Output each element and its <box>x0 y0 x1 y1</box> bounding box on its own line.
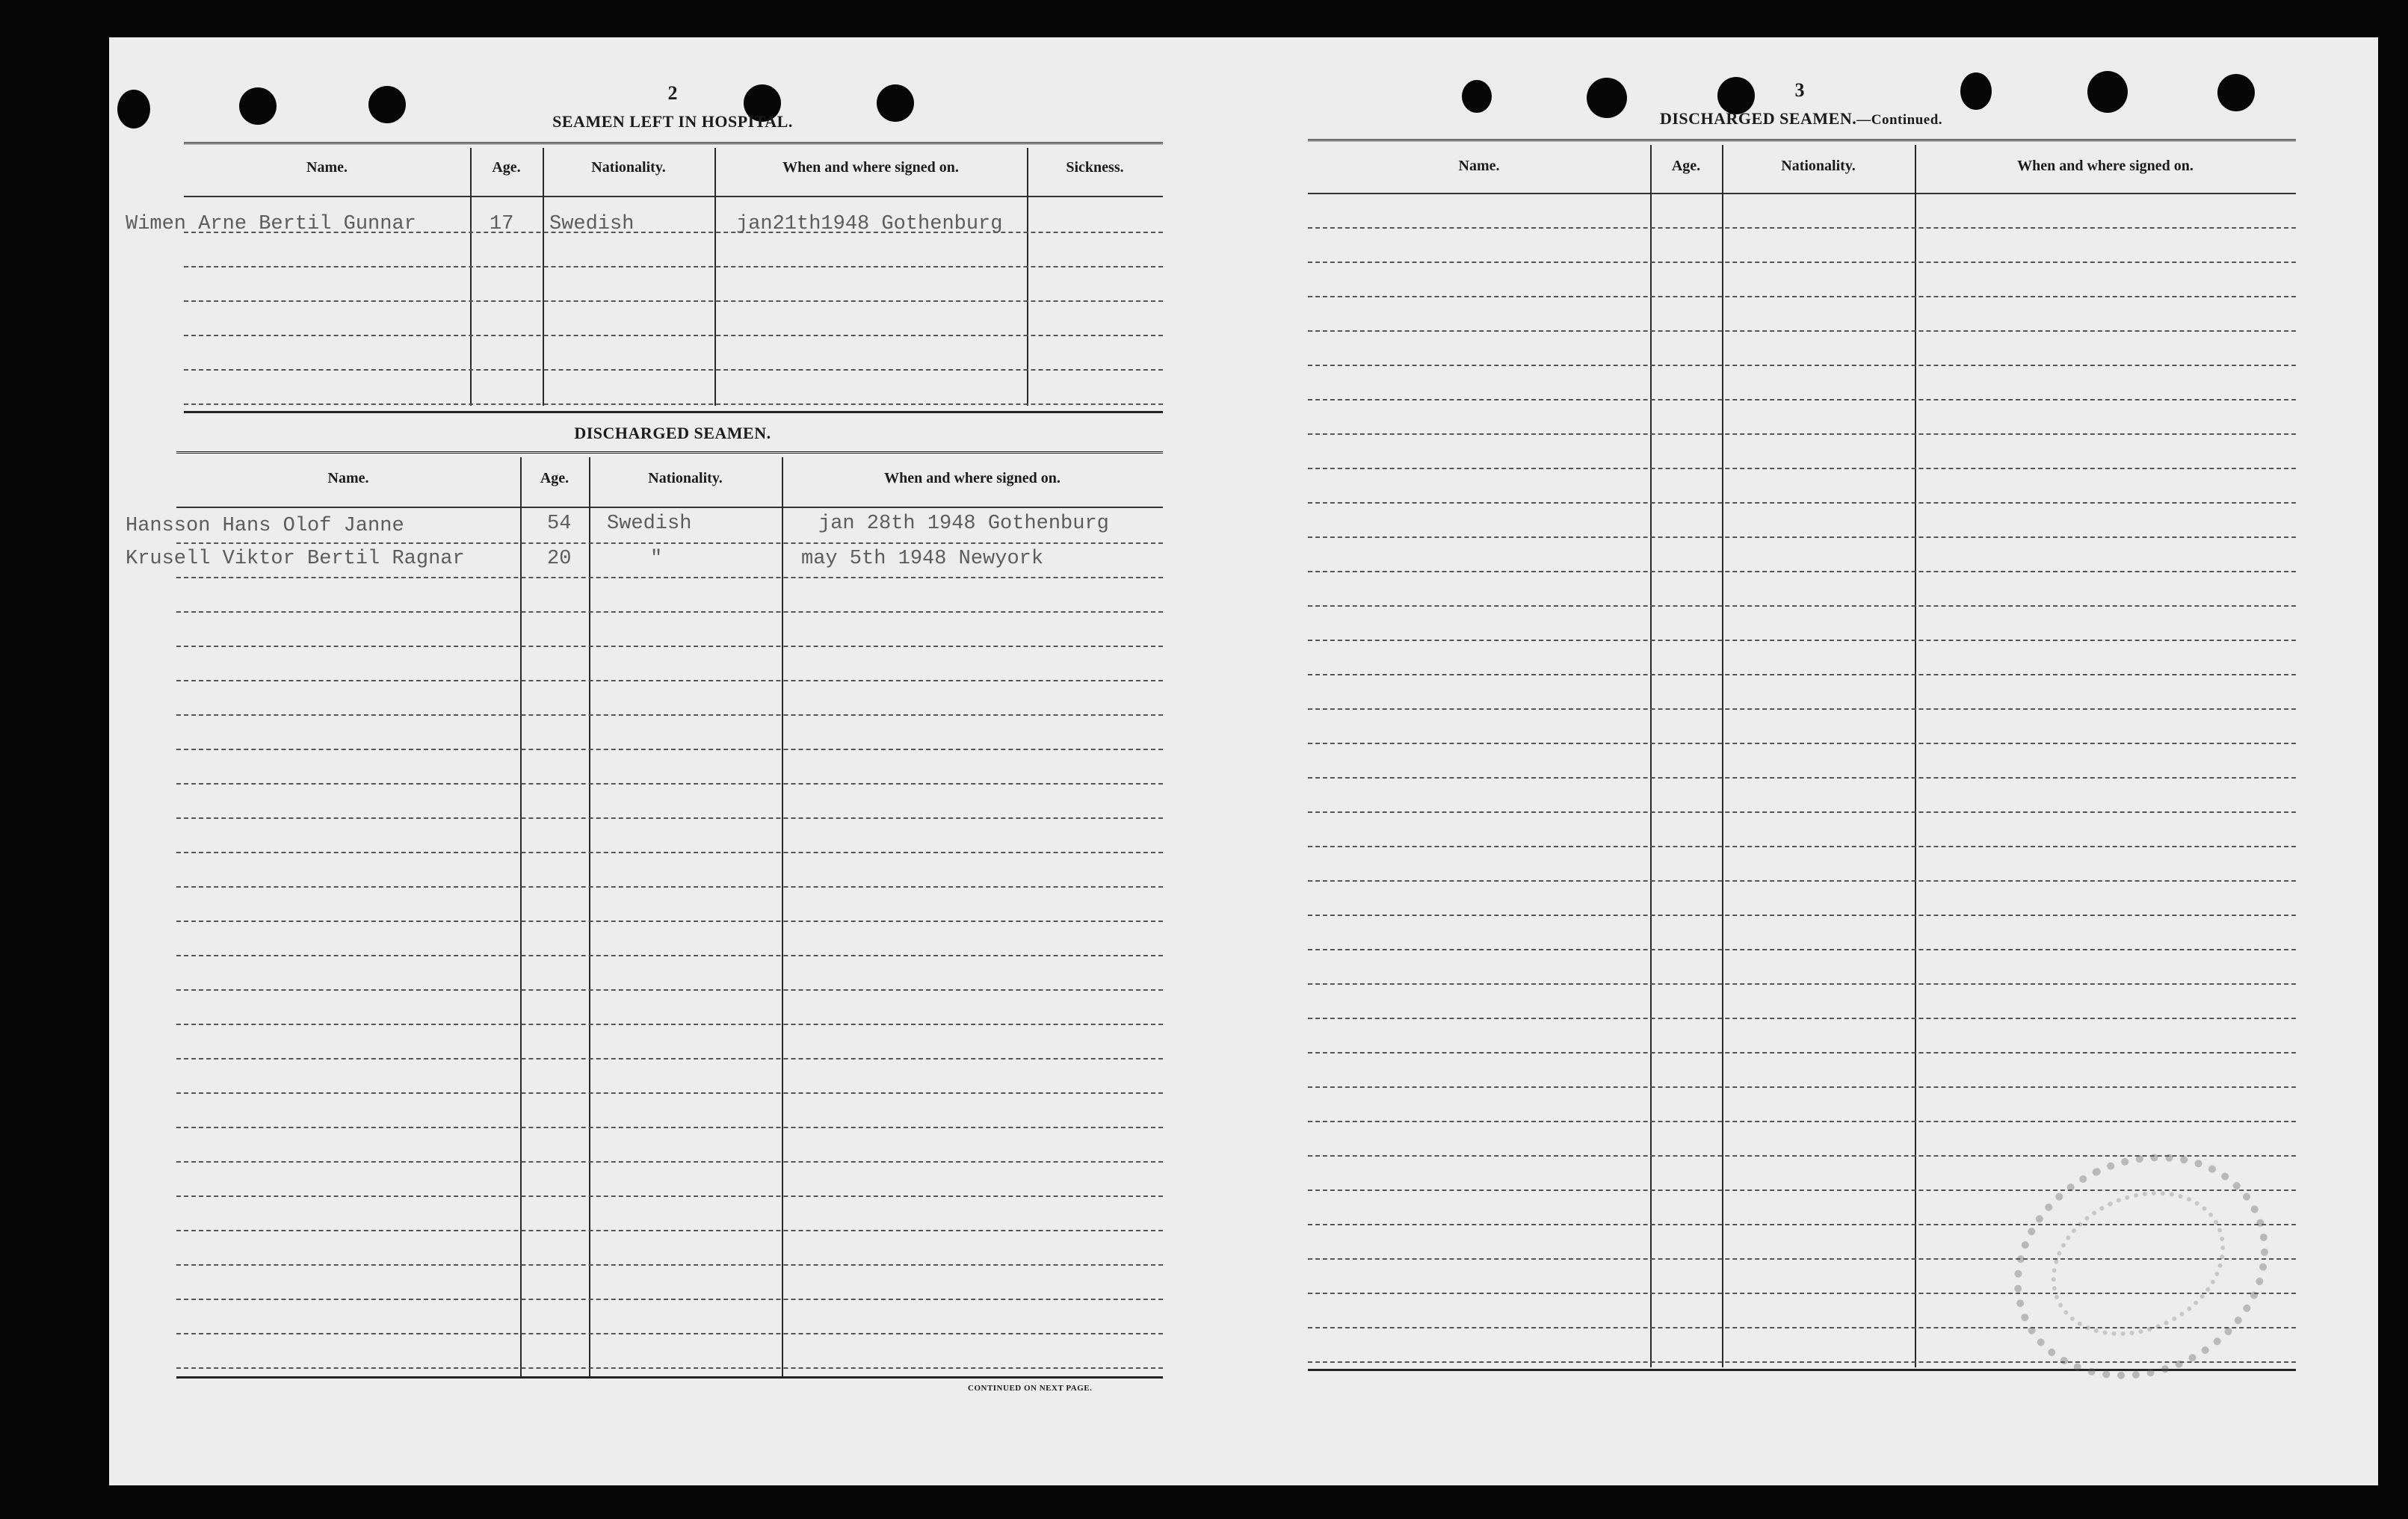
discharged-row-name: Krusell Viktor Bertil Ragnar <box>126 548 465 570</box>
ruled-line <box>1308 777 2296 779</box>
discharged-row-age: 54 <box>547 513 572 535</box>
ruled-line <box>176 1367 1163 1369</box>
left-page-number: 2 <box>667 82 678 104</box>
punch-hole <box>1960 72 1992 110</box>
hospital-row-nationality: Swedish <box>549 213 635 235</box>
ruled-line <box>1308 640 2296 641</box>
ruled-line <box>1308 365 2296 366</box>
discharged-section-title: DISCHARGED SEAMEN. <box>574 424 771 442</box>
ruled-line <box>1308 674 2296 675</box>
discharged-row-nationality: Swedish <box>607 513 692 535</box>
ruled-line <box>176 646 1163 647</box>
discharged-row-name: Hansson Hans Olof Janne <box>126 515 404 537</box>
ruled-line <box>176 1264 1163 1266</box>
ruled-line <box>1308 296 2296 297</box>
column-header-signed-on: When and where signed on. <box>2017 157 2194 174</box>
punch-hole <box>2217 74 2255 111</box>
ruled-line <box>1308 1121 2296 1122</box>
right-section-title <box>1569 109 2033 129</box>
punch-hole <box>117 90 150 129</box>
column-header-age: Age. <box>1671 157 1701 174</box>
ruled-line <box>176 817 1163 819</box>
ruled-line <box>176 886 1163 888</box>
punch-hole <box>239 87 277 125</box>
ruled-line <box>176 577 1163 578</box>
column-header-age: Age. <box>540 469 569 486</box>
ruled-line <box>176 1092 1163 1094</box>
ruled-line <box>1308 949 2296 950</box>
ruled-line <box>1308 915 2296 916</box>
ruled-line <box>176 989 1163 991</box>
ruled-line <box>1308 983 2296 985</box>
ruled-line <box>1308 399 2296 400</box>
column-header-nationality: Nationality. <box>648 469 723 486</box>
ruled-line <box>1308 468 2296 469</box>
ruled-line <box>176 749 1163 750</box>
ruled-line <box>176 783 1163 785</box>
ruled-line <box>176 1024 1163 1025</box>
ruled-line <box>1308 743 2296 744</box>
column-header-nationality: Nationality. <box>591 158 666 176</box>
ruled-line <box>1308 880 2296 882</box>
ruled-line <box>176 1299 1163 1300</box>
ruled-line <box>176 714 1163 716</box>
hospital-row-name: Wimen Arne Bertil Gunnar <box>126 213 416 235</box>
right-section-title-text: DISCHARGED SEAMEN. <box>1659 109 1857 128</box>
ruled-line <box>1308 708 2296 710</box>
discharged-row-signed-on: may 5th 1948 Newyork <box>801 548 1044 570</box>
ruled-line <box>176 542 1163 544</box>
ruled-line <box>176 955 1163 956</box>
hospital-table <box>184 142 1163 418</box>
discharged-table <box>176 451 1163 1385</box>
ruled-line <box>1308 846 2296 847</box>
ruled-line <box>1308 1052 2296 1054</box>
column-header-signed-on: When and where signed on. <box>782 158 959 176</box>
ruled-line <box>1308 330 2296 332</box>
ruled-line <box>176 921 1163 922</box>
discharged-row-age: 20 <box>547 548 572 570</box>
column-header-signed-on: When and where signed on. <box>884 469 1061 486</box>
ruled-line <box>1308 571 2296 572</box>
column-header-age: Age. <box>492 158 521 176</box>
ruled-line <box>176 680 1163 681</box>
ruled-line <box>1308 502 2296 504</box>
ruled-line <box>1308 811 2296 813</box>
discharged-row-signed-on: jan 28th 1948 Gothenburg <box>818 513 1109 535</box>
ruled-line <box>1308 262 2296 263</box>
punch-hole <box>368 86 406 123</box>
hospital-row-age: 17 <box>490 213 514 235</box>
ruled-line <box>176 1230 1163 1231</box>
column-header-sickness: Sickness. <box>1066 158 1124 176</box>
right-page-number: 3 <box>1794 79 1805 101</box>
ruled-line <box>176 611 1163 613</box>
column-header-name: Name. <box>1458 157 1500 174</box>
column-header-name: Name. <box>327 469 369 486</box>
ruled-line <box>1308 227 2296 229</box>
continued-footnote: CONTINUED ON NEXT PAGE. <box>968 1384 1093 1393</box>
right-section-title-suffix: —Continued. <box>1856 112 1943 128</box>
ruled-line <box>176 1333 1163 1334</box>
column-header-name: Name. <box>306 158 348 176</box>
ruled-line <box>176 1195 1163 1197</box>
ruled-line <box>176 1161 1163 1163</box>
ruled-line <box>1308 1086 2296 1088</box>
hospital-row-signed-on: jan21th1948 Gothenburg <box>736 213 1003 235</box>
ruled-line <box>1308 1018 2296 1019</box>
discharged-row-nationality: " <box>650 548 663 570</box>
hospital-section-title: SEAMEN LEFT IN HOSPITAL. <box>552 112 793 131</box>
punch-hole <box>1462 80 1492 113</box>
punch-hole <box>2087 71 2128 113</box>
ruled-line <box>176 852 1163 853</box>
ruled-line <box>176 1058 1163 1059</box>
ruled-line <box>1308 536 2296 538</box>
ruled-line <box>1308 433 2296 435</box>
column-header-nationality: Nationality. <box>1781 157 1856 174</box>
ruled-line <box>1308 605 2296 607</box>
ruled-line <box>176 1127 1163 1128</box>
